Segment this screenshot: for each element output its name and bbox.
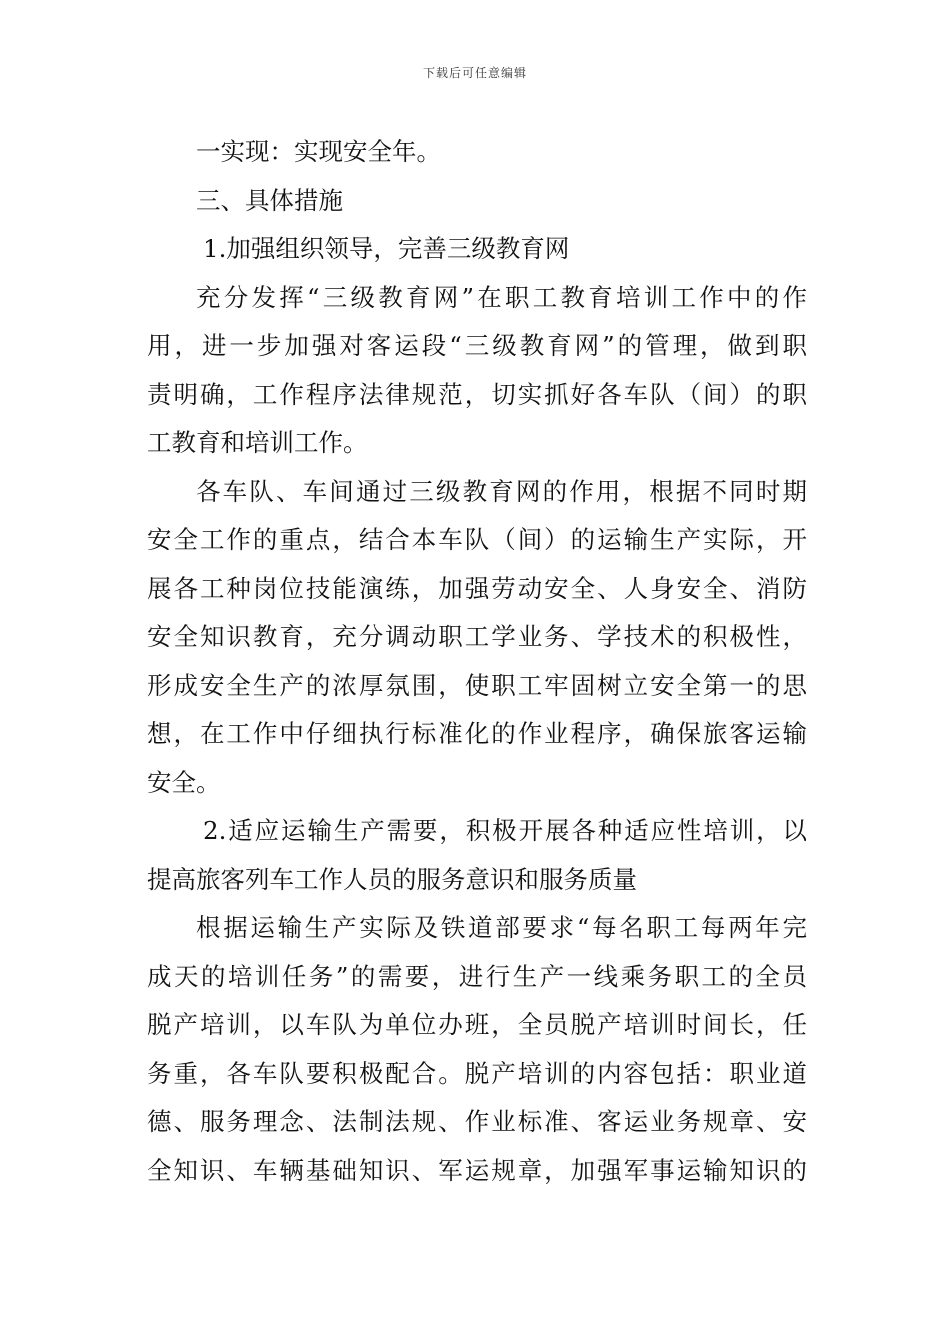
paragraph-line: 责明确，工作程序法律规范，切实抓好各车队（间）的职 — [147, 379, 807, 409]
paragraph-line: 德、服务理念、法制法规、作业标准、客运业务规章、安 — [147, 1107, 807, 1136]
paragraph-line: 形成安全生产的浓厚氛围，使职工牢固树立安全第一的思 — [147, 670, 807, 700]
subsection-heading: 1.加强组织领导，完善三级教育网 — [203, 234, 570, 263]
paragraph-line: 务重，各车队要积极配合。脱产培训的内容包括：职业道 — [147, 1058, 807, 1088]
page-header: 下载后可任意编辑 — [422, 66, 527, 80]
paragraph-line: 全知识、车辆基础知识、军运规章，加强军事运输知识的 — [147, 1155, 807, 1185]
paragraph-line: 工教育和培训工作。 — [147, 428, 368, 457]
paragraph-line: 安全。 — [147, 767, 221, 797]
paragraph-line: 想，在工作中仔细执行标准化的作业程序，确保旅客运输 — [147, 719, 807, 748]
paragraph-line: 各车队、车间通过三级教育网的作用，根据不同时期 — [196, 476, 807, 506]
paragraph-line: 展各工种岗位技能演练，加强劳动安全、人身安全、消防 — [147, 573, 807, 603]
paragraph-line: 根据运输生产实际及铁道部要求“每名职工每两年完 — [196, 913, 807, 942]
paragraph-line: 安全工作的重点，结合本车队（间）的运输生产实际，开 — [147, 525, 807, 554]
subsection-heading: 2.适应运输生产需要，积极开展各种适应性培训，以 — [203, 816, 807, 845]
paragraph-line: 一实现：实现安全年。 — [196, 137, 441, 166]
section-heading: 三、具体措施 — [196, 185, 343, 215]
paragraph-line: 成天的培训任务”的需要，进行生产一线乘务职工的全员 — [147, 961, 807, 991]
subsection-heading: 提高旅客列车工作人员的服务意识和服务质量 — [147, 864, 637, 894]
document-body — [147, 128, 807, 1195]
paragraph-line: 充分发挥“三级教育网”在职工教育培训工作中的作 — [196, 282, 807, 312]
paragraph-line: 脱产培训，以车队为单位办班，全员脱产培训时间长，任 — [147, 1010, 807, 1039]
paragraph-line: 用，进一步加强对客运段“三级教育网”的管理，做到职 — [147, 331, 807, 360]
paragraph-line: 安全知识教育，充分调动职工学业务、学技术的积极性， — [147, 622, 807, 651]
